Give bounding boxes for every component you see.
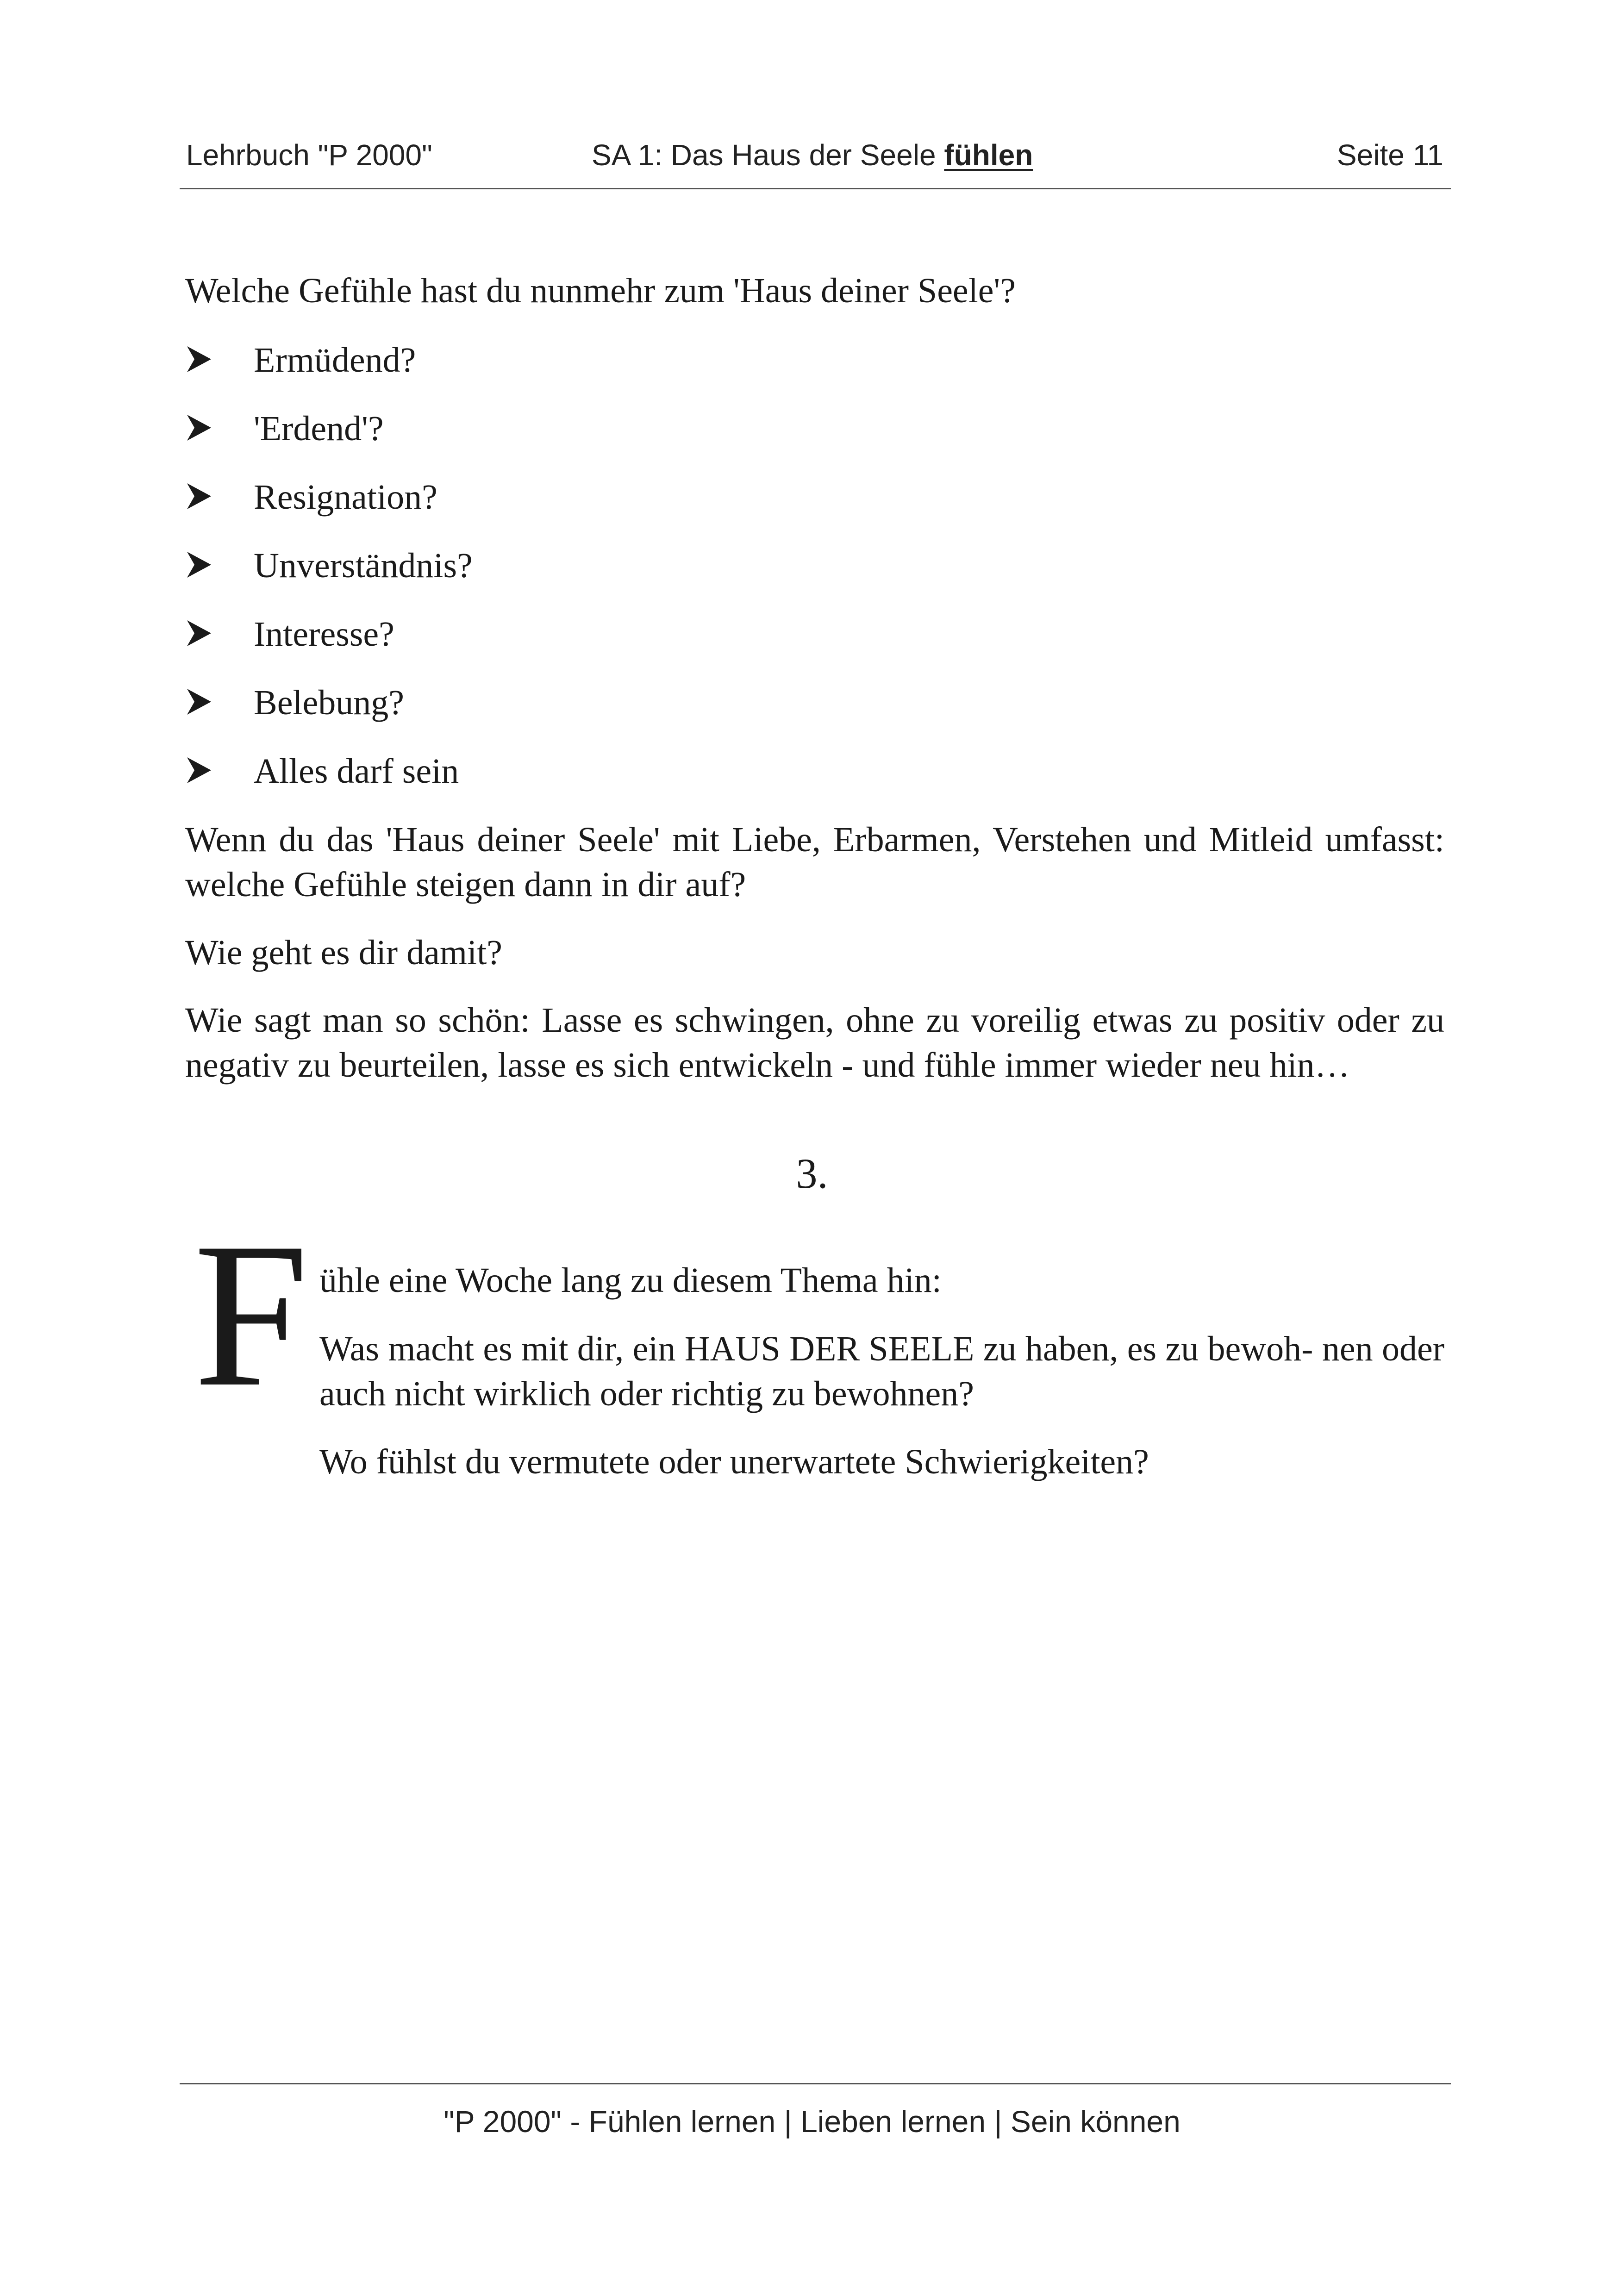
section-paragraph-difficulties: Wo fühlst du vermutete oder unerwartete Schwierigkeiten?: [319, 1442, 1149, 1481]
header-divider: [180, 188, 1451, 189]
arrowhead-bullet-icon: [186, 756, 212, 784]
header-book-title: Lehrbuch "P 2000": [186, 138, 432, 172]
header-chapter-prefix: SA 1: Das Haus der Seele: [592, 138, 944, 172]
section-number: 3.: [796, 1150, 828, 1197]
list-item-label: Interesse?: [254, 615, 394, 654]
header-page-number: Seite 11: [1337, 138, 1443, 172]
list-item-label: Resignation?: [254, 478, 437, 517]
paragraph-how-are-you: Wie geht es dir damit?: [185, 933, 502, 972]
arrowhead-bullet-icon: [186, 482, 212, 510]
arrowhead-bullet-icon: [186, 345, 212, 373]
section-paragraph-house: Was macht es mit dir, ein HAUS DER SEELE zu haben, es zu bewoh- nen oder auch nicht wirklich oder richtig zu bewohnen?: [319, 1329, 1444, 1413]
arrowhead-bullet-icon: [186, 414, 212, 442]
page-footer: "P 2000" - Fühlen lernen | Lieben lernen | Sein können: [443, 2104, 1181, 2139]
arrowhead-bullet-icon: [186, 551, 212, 579]
list-item-label: 'Erdend'?: [254, 409, 384, 448]
footer-divider: [180, 2083, 1451, 2084]
list-item-label: Ermüdend?: [254, 341, 416, 380]
paragraph-let-it-resonate: Wie sagt man so schön: Lasse es schwingen, ohne zu voreilig etwas zu positiv oder zu negativ zu beurteilen, lasse es sich entwickeln - und fühle immer wieder neu hin…: [185, 1001, 1444, 1085]
intro-question: Welche Gefühle hast du nunmehr zum 'Haus deiner Seele'?: [185, 271, 1016, 310]
arrowhead-bullet-icon: [186, 619, 212, 647]
list-item-label: Unverständnis?: [254, 546, 473, 585]
page-header: [184, 134, 1448, 176]
paragraph-embrace: Wenn du das 'Haus deiner Seele' mit Liebe, Erbarmen, Verstehen und Mitleid umfasst: welche Gefühle steigen dann in dir auf?: [185, 820, 1444, 904]
header-chapter-emphasis: fühlen: [944, 138, 1033, 172]
arrowhead-bullet-icon: [186, 688, 212, 716]
header-chapter-title: [592, 134, 1033, 176]
list-item-label: Belebung?: [254, 683, 405, 722]
list-item-label: Alles darf sein: [254, 752, 459, 791]
section-first-line: ühle eine Woche lang zu diesem Thema hin:: [319, 1261, 942, 1300]
drop-cap: F: [194, 1200, 309, 1429]
